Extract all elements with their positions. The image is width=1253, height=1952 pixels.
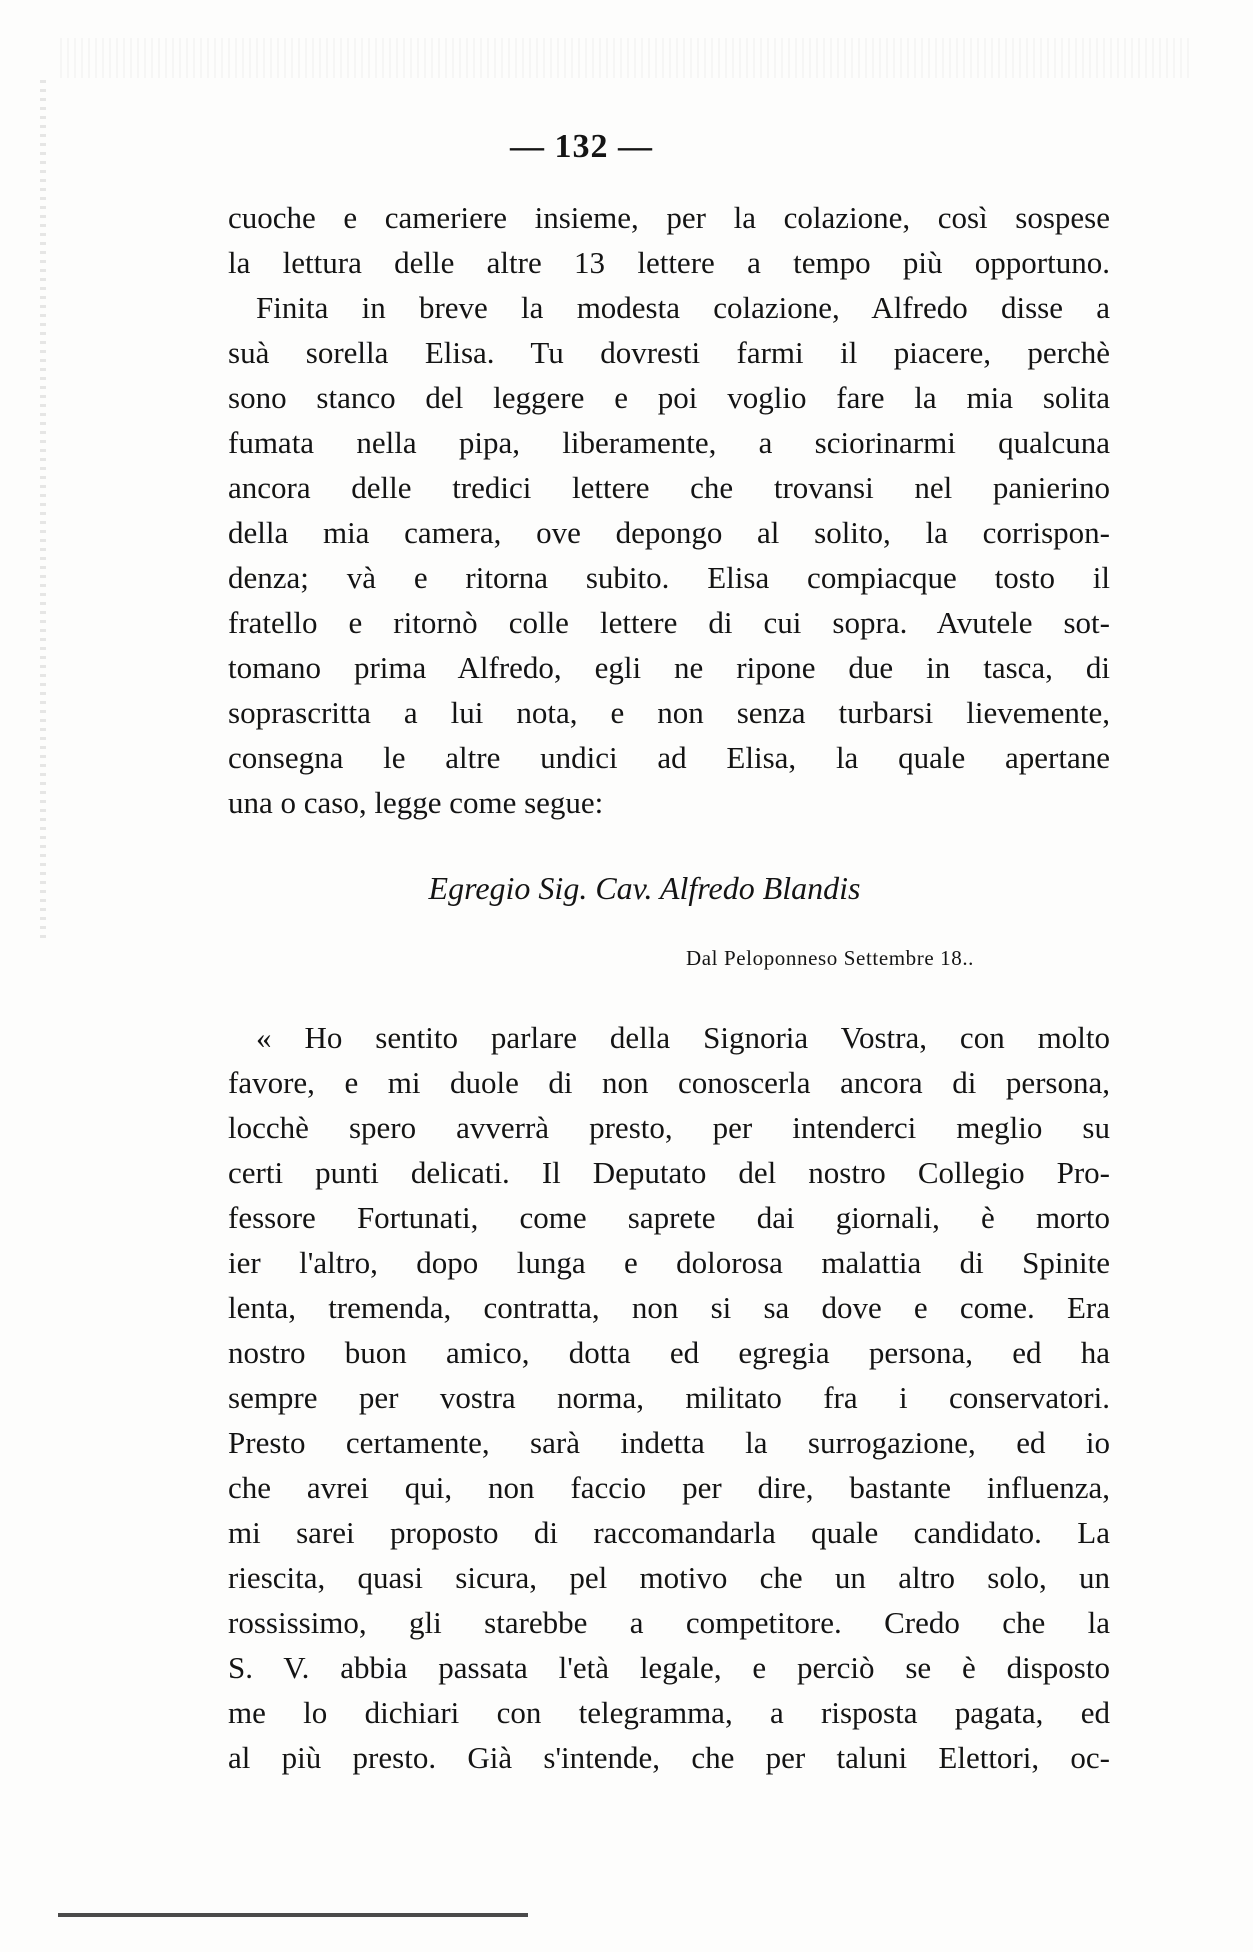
text-line: S. V. abbia passata l'età legale, e perciò se è disposto bbox=[228, 1650, 1110, 1685]
text-line: certi punti delicati. Il Deputato del nostro Collegio Pro- bbox=[228, 1155, 1110, 1190]
text-line: consegna le altre undici ad Elisa, la quale apertane bbox=[228, 740, 1110, 775]
text-line: ier l'altro, dopo lunga e dolorosa malattia di Spinite bbox=[228, 1245, 1110, 1280]
text-line: favore, e mi duole di non conoscerla ancora di persona, bbox=[228, 1065, 1110, 1100]
letter-salutation: Egregio Sig. Cav. Alfredo Blandis bbox=[428, 870, 861, 906]
text-line: suà sorella Elisa. Tu dovresti farmi il piacere, perchè bbox=[228, 335, 1110, 370]
text-line: della mia camera, ove depongo al solito, la corrispon- bbox=[228, 515, 1110, 550]
text-line: che avrei qui, non faccio per dire, bastante influenza, bbox=[228, 1470, 1110, 1505]
text-line: fessore Fortunati, come saprete dai giornali, è morto bbox=[228, 1200, 1110, 1235]
text-line: Finita in breve la modesta colazione, Alfredo disse a bbox=[256, 290, 1110, 325]
text-line: nostro buon amico, dotta ed egregia persona, ed ha bbox=[228, 1335, 1110, 1370]
text-line: riescita, quasi sicura, pel motivo che un altro solo, un bbox=[228, 1560, 1110, 1595]
text-line: sempre per vostra norma, militato fra i conservatori. bbox=[228, 1380, 1110, 1415]
text-line: tomano prima Alfredo, egli ne ripone due in tasca, di bbox=[228, 650, 1110, 685]
text-line: fumata nella pipa, liberamente, a sciorinarmi qualcuna bbox=[228, 425, 1110, 460]
text-line: mi sarei proposto di raccomandarla quale candidato. La bbox=[228, 1515, 1110, 1550]
text-line: locchè spero avverrà presto, per intenderci meglio su bbox=[228, 1110, 1110, 1145]
text-line: cuoche e cameriere insieme, per la colazione, così sospese bbox=[228, 200, 1110, 235]
scan-edge-bottom bbox=[58, 1913, 528, 1917]
text-line: una o caso, legge come segue: bbox=[228, 785, 604, 820]
scan-noise-left bbox=[40, 80, 46, 940]
text-line: soprascritta a lui nota, e non senza turbarsi lievemente, bbox=[228, 695, 1110, 730]
text-line: fratello e ritornò colle lettere di cui sopra. Avutele sot- bbox=[228, 605, 1110, 640]
text-line: la lettura delle altre 13 lettere a tempo più opportuno. bbox=[228, 245, 1110, 280]
page-number: — 132 — bbox=[510, 128, 653, 165]
paragraph-2 bbox=[228, 1015, 1110, 1780]
text-line: al più presto. Già s'intende, che per taluni Elettori, oc- bbox=[228, 1740, 1110, 1775]
text-line: lenta, tremenda, contratta, non si sa dove e come. Era bbox=[228, 1290, 1110, 1325]
scan-noise-top bbox=[60, 38, 1190, 78]
text-line: denza; và e ritorna subito. Elisa compiacque tosto il bbox=[228, 560, 1110, 595]
text-line: « Ho sentito parlare della Signoria Vostra, con molto bbox=[256, 1020, 1110, 1055]
letter-dateline: Dal Peloponneso Settembre 18.. bbox=[686, 946, 975, 970]
text-line: sono stanco del leggere e poi voglio fare la mia solita bbox=[228, 380, 1110, 415]
text-line: me lo dichiari con telegramma, a risposta pagata, ed bbox=[228, 1695, 1110, 1730]
text-line: ancora delle tredici lettere che trovansi nel panierino bbox=[228, 470, 1110, 505]
text-line: Presto certamente, sarà indetta la surrogazione, ed io bbox=[228, 1425, 1110, 1460]
paragraph-1 bbox=[228, 195, 1110, 825]
text-line: rossissimo, gli starebbe a competitore. Credo che la bbox=[228, 1605, 1110, 1640]
